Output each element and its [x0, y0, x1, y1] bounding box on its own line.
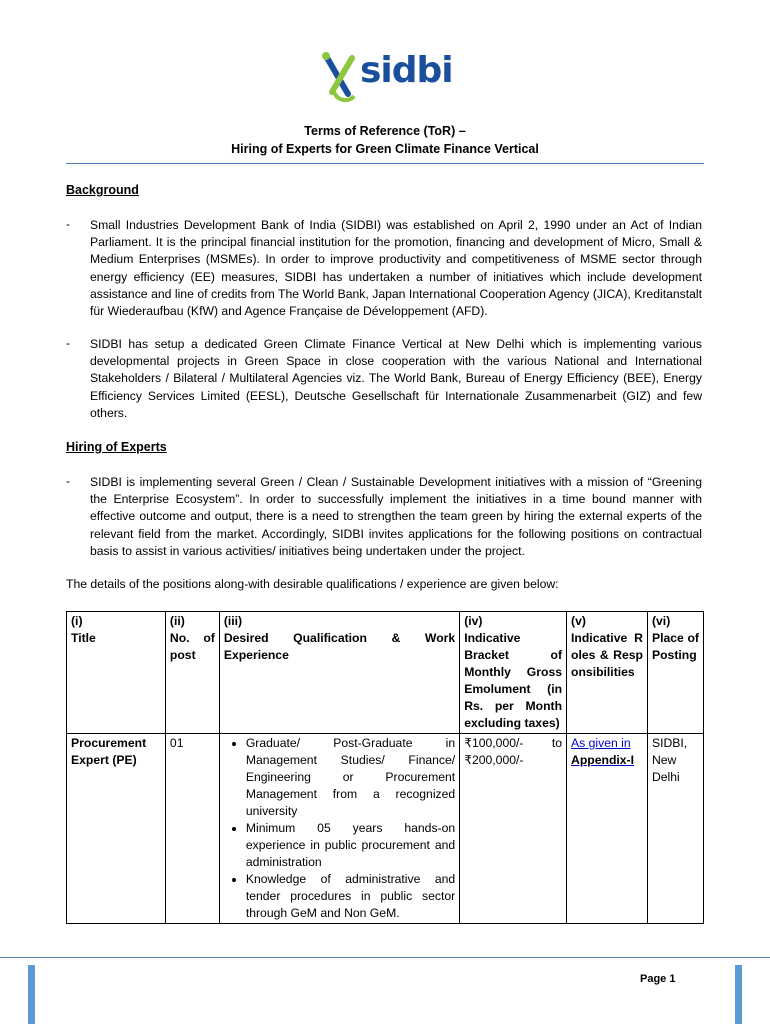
table-header-row: [67, 612, 704, 734]
appendix-link[interactable]: Appendix-I: [571, 753, 634, 767]
header-cell-title: [67, 612, 166, 734]
bullet-dash: -: [66, 336, 71, 350]
document-title-line1: Terms of Reference (ToR) –: [304, 124, 466, 138]
list-item: • Knowledge of administrative and tender procedures in public sector through GeM and Non GeM.: [246, 871, 455, 922]
cell-qualifications: [219, 734, 459, 924]
header-cell-emolument: [460, 612, 567, 734]
col-title: Desired Qualification & Work Experience: [223, 631, 456, 662]
col-number: (vi): [651, 614, 671, 628]
header-cell-posting: [647, 612, 703, 734]
sidbi-logo-mark-icon: [318, 48, 362, 104]
col-title: No. of post: [169, 631, 215, 662]
list-item: • Graduate/ Post-Graduate in Management Studies/ Finance/ Engineering or Procurement Management from a recognized university: [246, 735, 455, 820]
hiring-heading: Hiring of Experts: [66, 440, 167, 454]
positions-table: [66, 611, 704, 924]
document-title-line2: Hiring of Experts for Green Climate Finance Vertical: [231, 142, 539, 156]
table-row: [67, 734, 704, 924]
title-divider: [66, 163, 704, 164]
list-item: • Minimum 05 years hands-on experience in public procurement and administration: [246, 820, 455, 871]
left-margin-bar: [28, 965, 35, 1024]
background-paragraph-1: Small Industries Development Bank of India (SIDBI) was established on April 2, 1990 under an Act of Indian Parliament. It is the principal financial institution for the promotion, financing and development of Micro, Small & Medium Enterprises (MSMEs). In order to improve productivity and competitiveness of MSME sector through energy efficiency (EE) measures, SIDBI has undertaken a number of initiatives which include development assistance and line of credits from The World Bank, Japan International Cooperation Agency (JICA), Kreditanstalt für Wiederaufbau (KfW) and Agence Française de Développement (AFD).: [90, 218, 702, 319]
page-number: Page 1: [640, 973, 676, 985]
bullet-dash: -: [66, 474, 71, 488]
background-paragraph-2: SIDBI has setup a dedicated Green Climate Finance Vertical at New Delhi which is implementing various developmental projects in Green Space in close cooperation with the various National and International Stakeholders / Bilateral / Multilateral Agencies viz. The World Bank, Bureau of Energy Efficiency (BEE), Energy Efficiency Services Limited (EESL), Deutsche Gesellschaft für Internationale Zusammenarbeit (GIZ) and few others.: [90, 337, 702, 420]
header-cell-roles: [567, 612, 648, 734]
background-heading: Background: [66, 183, 139, 197]
col-title: Place of Posting: [651, 631, 699, 662]
cell-posts: 01: [165, 734, 219, 924]
header-cell-qualification: [219, 612, 459, 734]
header-cell-posts: [165, 612, 219, 734]
col-number: (v): [571, 614, 586, 628]
right-margin-bar: [735, 965, 742, 1024]
cell-roles: [567, 734, 648, 924]
bullet-dash: -: [66, 217, 71, 231]
col-title: Indicative Roles & Responsibilities: [571, 631, 643, 679]
cell-posting: SIDBI, New Delhi: [647, 734, 703, 924]
col-title: Title: [71, 631, 96, 645]
positions-intro: The details of the positions along-with desirable qualifications / experience are given below:: [66, 577, 559, 591]
sidbi-logo: [318, 48, 454, 104]
roles-text: As given in: [571, 736, 631, 750]
col-number: (iv): [464, 614, 483, 628]
col-number: (iii): [223, 614, 243, 628]
col-title: Indicative Bracket of Monthly Gross Emolument (in Rs. per Month excluding taxes): [464, 631, 563, 730]
qualification-list: [224, 735, 455, 922]
footer-divider: [0, 957, 770, 958]
cell-emolument: ₹100,000/- to ₹200,000/-: [460, 734, 567, 924]
logo-text: sidbi: [360, 50, 453, 91]
cell-title: Procurement Expert (PE): [67, 734, 166, 924]
col-number: (ii): [169, 614, 185, 628]
hiring-paragraph: SIDBI is implementing several Green / Clean / Sustainable Development initiatives with a mission of “Greening the Enterprise Ecosystem”. In order to successfully implement the initiatives in a time bound manner with effective outcome and output, there is a need to strengthen the team green by hiring the external experts of the relevant field from the market. Accordingly, SIDBI invites applications for the following positions on contractual basis to assist in various activities/ initiatives being undertaken under the project.: [90, 475, 702, 558]
col-number: (i): [71, 614, 83, 628]
